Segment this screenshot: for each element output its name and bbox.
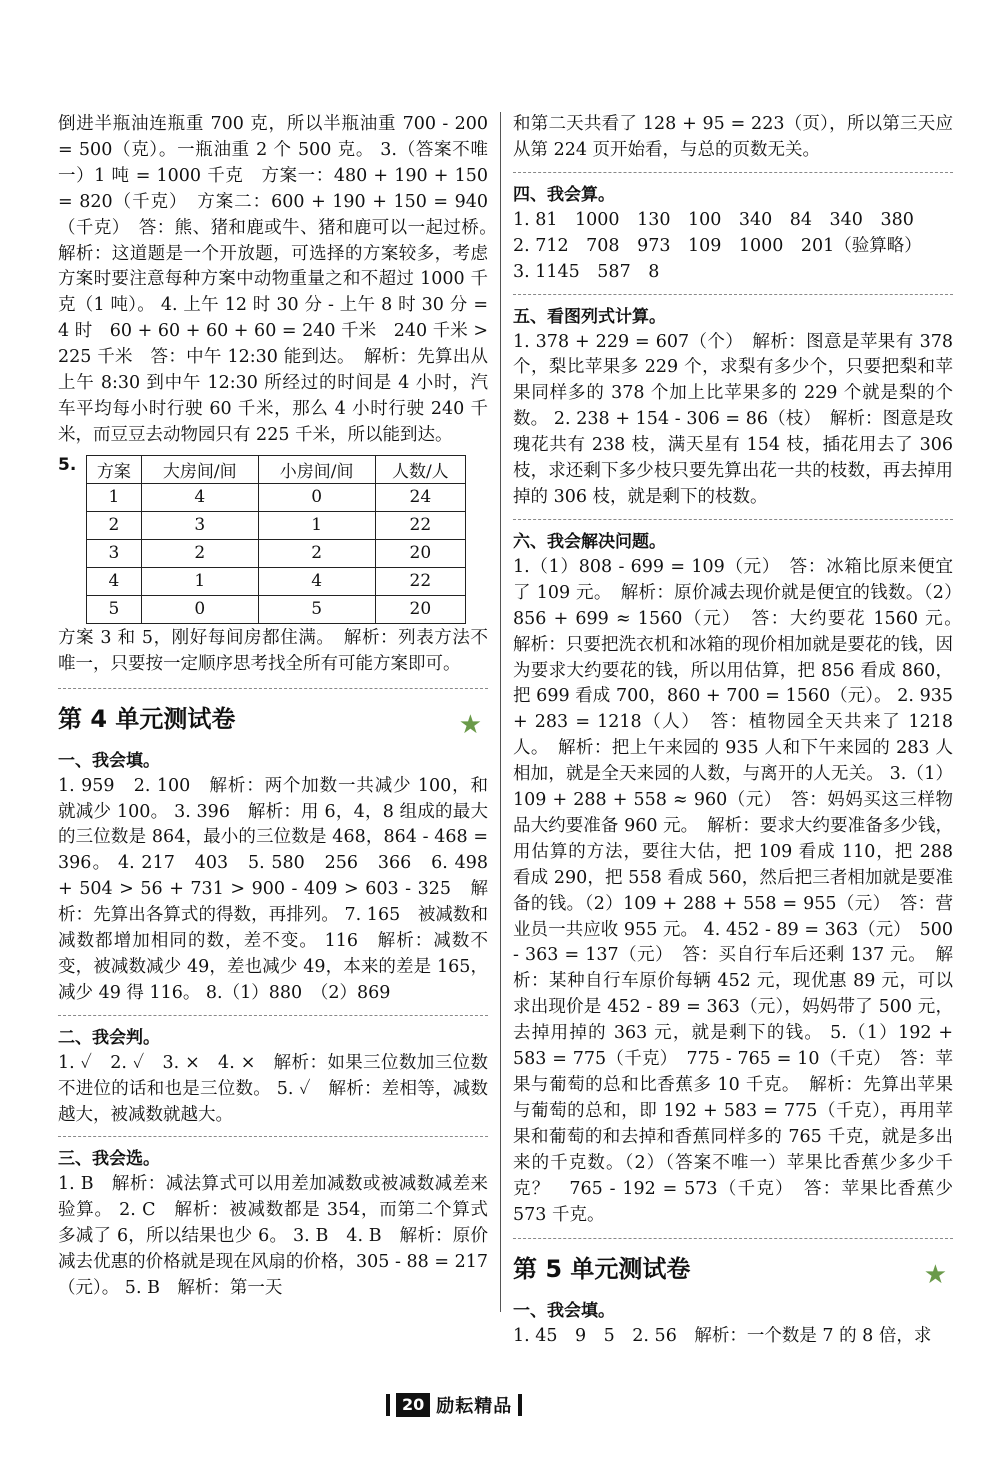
table-number: 5.	[58, 454, 77, 475]
section-text: 1.（1）808 - 699 = 109（元） 答：冰箱比原来便宜了 109 元。 解析：原价减去现价就是便宜的钱数。（2）856 + 699 ≈ 1560（元） 答：大约要花 1560 元。 解析：只要把洗衣机和冰箱的现价相加就是要花的钱，因为要求大约要花的钱，所以用估算，把 856 看成 860，把 699 看成 700，860 + 700 = 1560（元）。 2. 935 + 283 = 1218（人） 答：植物园全天共来了 1218 人。 解析：把上午来园的 935 人和下午来园的 283 人相加，就是全天来园的人数，与离开的人无关。 3.（1）109 + 288 + 558 ≈ 960（元） 答：妈妈买这三样物品大约要准备 960 元。 解析：要求大约要准备多少钱，用估算的方法，要往大估，把 109 看成 110，把 288 看成 290，把 558 看成 560，然后把三者相加就是要准备的钱。（2）109 + 288 + 558 = 955（元） 答：营业员一共应收 955 元。 4. 452 - 89 = 363（元） 500 - 363 = 137（元） 答：买自行车后还剩 137 元。 解析：某种自行车原价每辆 452 元，现优惠 89 元，可以求出现价是 452 - 89 = 363（元），妈妈带了 500 元，去掉用掉的 363 元，就是剩下的钱。 5.（1）192 + 583 = 775（千克） 775 - 765 = 10（千克） 答：苹果与葡萄的总和比香蕉多 10 千克。 解析：先算出苹果与葡萄的总和，即 192 + 583 = 775（千克），再用苹果和葡萄的和去掉和香蕉同样多的 765 千克，就是多出来的千克数。（2）（答案不唯一）苹果比香蕉少多少千克？ 765 - 192 = 573（千克） 答：苹果比香蕉少 573 千克。	[513, 556, 971, 1225]
divider	[513, 1238, 953, 1239]
table-cell: 22	[375, 511, 465, 539]
unit-4-title	[58, 699, 488, 739]
table-cell: 0	[141, 595, 258, 623]
section-heading: 六、我会解决问题。	[513, 531, 666, 552]
table-row	[87, 567, 466, 595]
section-heading: 二、我会判。	[58, 1027, 160, 1048]
section-heading: 一、我会填。	[58, 750, 160, 771]
section-heading: 一、我会填。	[513, 1301, 615, 1322]
plan-table-block	[58, 455, 488, 624]
table-cell: 4	[87, 567, 142, 595]
unit-5-title	[513, 1249, 953, 1289]
answer-line: 2. 712 708 973 109 1000 201（验算略）	[513, 235, 922, 256]
column-divider	[500, 112, 501, 1312]
page-footer	[380, 1392, 528, 1418]
divider	[58, 1015, 488, 1016]
table-cell: 24	[375, 483, 465, 511]
table-cell: 22	[375, 567, 465, 595]
star-icon: ★	[458, 709, 482, 740]
divider	[58, 1136, 488, 1137]
left-paragraph-2: 方案 3 和 5，刚好每间房都住满。 解析：列表方法不唯一，只要按一定顺序思考找全所有可能方案即可。	[58, 627, 488, 674]
table-cell: 2	[141, 539, 258, 567]
brand-name: 励耘精品	[436, 1396, 513, 1417]
plan-table	[86, 455, 466, 624]
divider	[513, 519, 953, 520]
table-cell: 4	[258, 567, 375, 595]
section-heading: 四、我会算。	[513, 184, 615, 205]
table-cell: 20	[375, 539, 465, 567]
table-row	[87, 539, 466, 567]
table-header-row	[87, 455, 466, 483]
section-heading: 五、看图列式计算。	[513, 306, 666, 327]
answer-line: 1. 81 1000 130 100 340 84 340 380	[513, 209, 914, 230]
table-cell: 1	[141, 567, 258, 595]
section-text: 1. 378 + 229 = 607（个） 解析：图意是苹果有 378 个，梨比苹果多 229 个，求梨有多少个，只要把梨和苹果同样多的 378 个加上比苹果多的 229 个就是梨的个数。 2. 238 + 154 - 306 = 86（枝） 解析：图意是玫瑰花共有 238 枝，满天星有 154 枝，插花用去了 306 枝，求还剩下多少枝只要先算出花一共的枝数，再去掉用掉的 306 枝，就是剩下的枝数。	[513, 331, 953, 507]
section-heading: 三、我会选。	[58, 1149, 160, 1170]
table-row	[87, 511, 466, 539]
right-paragraph-0: 和第二天共看了 128 + 95 = 223（页），所以第三天应从第 224 页开始看，与总的页数无关。	[513, 114, 953, 160]
section-text: 1. 959 2. 100 解析：两个加数一共减少 100，和就减少 100。 3. 396 解析：用 6，4，8 组成的最大的三位数是 864，最小的三位数是 468，864 - 468 = 396。 4. 217 403 5. 580 256 366 6. 498 + 504 > 56 + 731 > 900 - 409 > 603 - 325 解析：先算出各算式的得数，再排列。 7. 165 被减数和减数都增加相同的数，差不变。 116 解析：减数不变，被减数减少 49，差也减少 49，本来的差是 165，减少 49 得 116。 8.（1）880 （2）869	[58, 775, 488, 1003]
table-cell: 5	[258, 595, 375, 623]
section-text: 1. B 解析：减法算式可以用差加减数或被减数减差来验算。 2. C 解析：被减数都是 354，而第二个算式多减了 6，所以结果也少 6。 3. B 4. B 解析：原价减去优惠的价格就是现在风扇的价格，305 - 88 = 217（元）。 5. B 解析：第一天	[58, 1174, 488, 1299]
right-column	[513, 112, 971, 1350]
table-cell: 20	[375, 595, 465, 623]
divider	[58, 688, 488, 689]
divider	[513, 172, 953, 173]
table-cell: 2	[258, 539, 375, 567]
footer-bar	[518, 1394, 522, 1416]
table-row	[87, 595, 466, 623]
table-header-cell: 大房间/间	[141, 455, 258, 483]
page-number: 20	[396, 1393, 430, 1417]
table-cell: 2	[87, 511, 142, 539]
left-column	[58, 112, 506, 1302]
unit-4-title-text: 第 4 单元测试卷	[58, 704, 236, 733]
table-header-cell: 方案	[87, 455, 142, 483]
star-icon: ★	[923, 1260, 947, 1291]
unit-5-title-text: 第 5 单元测试卷	[513, 1255, 691, 1284]
table-cell: 5	[87, 595, 142, 623]
table-header-cell: 小房间/间	[258, 455, 375, 483]
table-cell: 3	[141, 511, 258, 539]
footer-bar	[386, 1394, 390, 1416]
table-cell: 1	[87, 483, 142, 511]
table-cell: 4	[141, 483, 258, 511]
section-text: 1. 45 9 5 2. 56 解析：一个数是 7 的 8 倍，求	[513, 1326, 932, 1347]
table-cell: 3	[87, 539, 142, 567]
table-header-cell: 人数/人	[375, 455, 465, 483]
table-cell: 0	[258, 483, 375, 511]
table-row	[87, 483, 466, 511]
answer-line: 3. 1145 587 8	[513, 261, 660, 282]
table-body	[87, 483, 466, 623]
divider	[513, 294, 953, 295]
section-text: 1. ✓ 2. ✓ 3. × 4. × 解析：如果三位数加三位数不进位的话和也是三位数。 5. ✓ 解析：差相等，减数越大，被减数就越大。	[58, 1052, 488, 1125]
table-cell: 1	[258, 511, 375, 539]
left-paragraph-1: 倒进半瓶油连瓶重 700 克，所以半瓶油重 700 - 200 = 500（克）。一瓶油重 2 个 500 克。 3.（答案不唯一）1 吨 = 1000 千克 方案一：480 + 190 + 150 = 820（千克） 方案二：600 + 190 + 150 = 940（千克） 答：熊、猪和鹿或牛、猪和鹿可以一起过桥。 解析：这道题是一个开放题，可选择的方案较多，考虑方案时要注意每种方案中动物重量之和不超过 1000 千克（1 吨）。 4. 上午 12 时 30 分 - 上午 8 时 30 分 = 4 时 60 + 60 + 60 + 60 = 240 千米 240 千米 > 225 千米 答：中午 12:30 能到达。 解析：先算出从上午 8:30 到中午 12:30 所经过的时间是 4 小时，汽车平均每小时行驶 60 千米，那么 4 小时行驶 240 千米，而豆豆去动物园只有 225 千米，所以能到达。	[58, 114, 506, 445]
